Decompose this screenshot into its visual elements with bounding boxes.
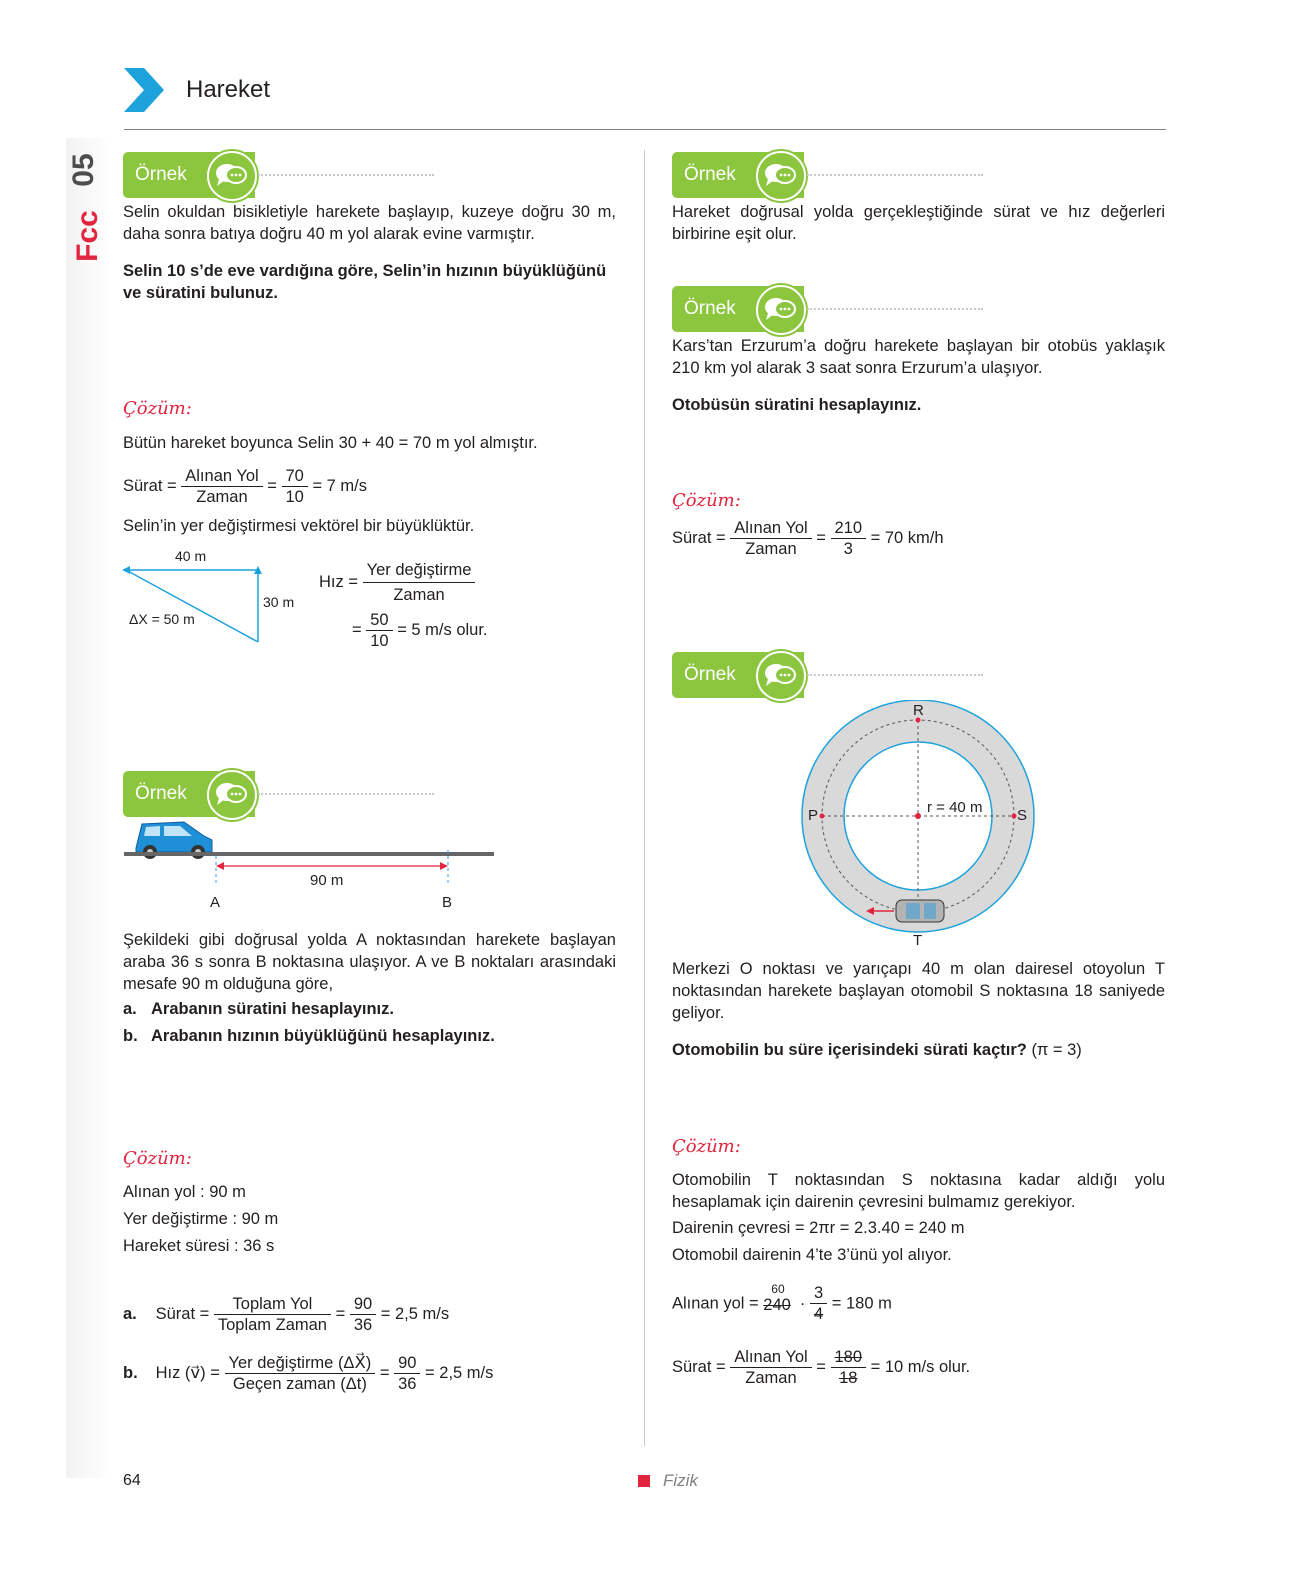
diagram-label-40m: 40 m xyxy=(175,548,207,564)
ex5-sol1: Otomobilin T noktasından S noktasına kadar aldığı yolu hesaplamak için dairenin çevresini bulmamız gerekiyor. xyxy=(672,1171,1165,1211)
ex1-velocity-result xyxy=(352,610,488,651)
item-marker: b. xyxy=(123,1027,138,1045)
ex3-text: Hareket doğrusal yolda gerçekleştiğinde sürat ve hız değerleri birbirine eşit olur. xyxy=(672,203,1165,243)
fraction xyxy=(810,1283,827,1324)
fraction xyxy=(831,1347,867,1388)
fraction-den: 3 xyxy=(843,540,853,558)
ex2-question-a xyxy=(123,998,394,1020)
item-text: Arabanın hızının büyüklüğünü hesaplayınız. xyxy=(151,1027,495,1045)
eq-result: = 2,5 m/s xyxy=(380,1304,450,1323)
badge-label: Örnek xyxy=(684,164,736,185)
ex5-text: Merkezi O noktası ve yarıçapı 40 m olan dairesel otoyolun T noktasından harekete başlayan otomobil S noktasına 18 saniyede geliyor. xyxy=(672,960,1165,1022)
cancelled-term xyxy=(763,1281,795,1324)
fraction xyxy=(730,1347,811,1388)
point-a-label: A xyxy=(210,894,221,911)
fraction-den: Zaman xyxy=(393,586,445,604)
footer-square-icon xyxy=(638,1475,650,1487)
item-marker: a. xyxy=(123,1304,137,1323)
fraction xyxy=(181,466,262,507)
brand-logo: Fcc xyxy=(71,210,104,262)
badge-label: Örnek xyxy=(684,298,736,319)
fraction-den: Zaman xyxy=(745,1369,797,1387)
speech-bubbles-icon xyxy=(756,651,806,701)
item-marker: a. xyxy=(123,1000,137,1018)
speech-bubbles-icon xyxy=(756,151,806,201)
solution-label: Çözüm: xyxy=(123,398,192,419)
badge-label: Örnek xyxy=(135,783,187,804)
point-r-label: R xyxy=(913,702,924,719)
solution-label: Çözüm: xyxy=(123,1148,192,1169)
eq-lhs: Sürat = xyxy=(123,476,177,495)
header-chevron-icon xyxy=(122,68,166,112)
fraction-num: Alınan Yol xyxy=(181,466,262,487)
eq-lhs: Sürat = xyxy=(672,1357,726,1376)
example-badge xyxy=(123,771,255,817)
small-number: 60 xyxy=(771,1281,785,1296)
fraction xyxy=(282,466,308,507)
fraction-den: Geçen zaman (Δt) xyxy=(232,1375,367,1393)
ex4-speed-equation xyxy=(672,518,944,559)
fraction-den: 36 xyxy=(398,1375,417,1393)
distance-label: 90 m xyxy=(310,872,344,889)
ex2-sol3: Hareket süresi : 36 s xyxy=(123,1237,275,1255)
eq-dot: · xyxy=(799,1294,806,1313)
fraction-num: 50 xyxy=(366,610,392,631)
fraction-num: Toplam Yol xyxy=(214,1294,331,1315)
fraction xyxy=(350,1294,376,1335)
page-title: Hareket xyxy=(186,76,271,103)
ex1-text: Selin okuldan bisikletiyle harekete başlayıp, kuzeye doğru 30 m, daha sonra batıya doğru 40 m yol alarak evine varmıştır. xyxy=(123,203,616,243)
ex1-solution-line1: Bütün hareket boyunca Selin 30 + 40 = 70 m yol almıştır. xyxy=(123,434,538,452)
header-rule xyxy=(124,129,1166,130)
fraction xyxy=(366,610,392,651)
ex1-velocity-equation xyxy=(319,558,475,607)
solution-label: Çözüm: xyxy=(672,490,741,511)
speech-bubbles-icon xyxy=(207,151,257,201)
radius-label: r = 40 m xyxy=(927,799,983,816)
badge-dots xyxy=(807,174,983,176)
eq-sign: = xyxy=(267,476,277,495)
fraction-den: 18 xyxy=(839,1369,858,1387)
ex5-question xyxy=(672,1039,1082,1061)
eq-result: = 7 m/s xyxy=(312,476,368,495)
footer-subject: Fizik xyxy=(663,1471,698,1490)
example-badge xyxy=(672,286,804,332)
eq-lhs: Sürat = xyxy=(672,528,726,547)
ex2-text: Şekildeki gibi doğrusal yolda A noktasından harekete başlayan araba 36 s sonra B noktasına ulaşıyor. A ve B noktaları arasındaki mesafe 90 m olduğuna göre, xyxy=(123,931,616,993)
fraction-den: 36 xyxy=(353,1316,373,1334)
ex5-sol3: Otomobil dairenin 4’te 3’ünü yol alıyor. xyxy=(672,1246,952,1264)
displacement-triangle-diagram xyxy=(118,560,268,650)
eq-lhs: Alınan yol = xyxy=(672,1294,759,1313)
fraction-num: 3 xyxy=(810,1283,827,1304)
eq-result: = 2,5 m/s xyxy=(425,1363,494,1382)
speech-bubbles-icon xyxy=(207,770,257,820)
fraction xyxy=(214,1294,331,1335)
eq-result: = 5 m/s olur. xyxy=(397,620,488,639)
page-number: 64 xyxy=(123,1472,141,1489)
fraction-num: 90 xyxy=(394,1353,420,1374)
fraction xyxy=(831,518,867,559)
eq-lhs: Hız (v⃗) = xyxy=(155,1363,220,1382)
fraction-num: 90 xyxy=(350,1294,376,1315)
eq-sign: = xyxy=(352,620,362,639)
fraction-den: Zaman xyxy=(745,540,797,558)
fraction-den: Toplam Zaman xyxy=(217,1316,327,1334)
speech-bubbles-icon xyxy=(756,285,806,335)
fraction-num: Yer değiştirme xyxy=(363,558,476,583)
ex1-solution-line2: Selin’in yer değiştirmesi vektörel bir büyüklüktür. xyxy=(123,517,475,535)
fraction-num: Yer değiştirme (ΔX⃗) xyxy=(225,1353,376,1374)
example-badge xyxy=(672,152,804,198)
badge-dots xyxy=(807,674,983,676)
fraction xyxy=(225,1353,376,1394)
badge-label: Örnek xyxy=(135,164,187,185)
eq-sign: = xyxy=(379,1363,390,1382)
point-s-label: S xyxy=(1017,807,1028,824)
eq-lhs: Hız = xyxy=(319,572,358,591)
fraction-num: Alınan Yol xyxy=(730,1347,811,1368)
item-marker: b. xyxy=(123,1363,138,1382)
eq-sign: = xyxy=(335,1304,346,1323)
fraction-den: 10 xyxy=(370,632,389,650)
point-t-label: T xyxy=(913,932,923,949)
ex1-question: Selin 10 s’de eve vardığına göre, Selin’in hızının büyüklüğünü ve süratini bulunuz. xyxy=(123,262,607,302)
point-b-label: B xyxy=(442,894,453,911)
ex1-speed-equation xyxy=(123,466,367,507)
sidebar-strip xyxy=(66,138,112,1478)
fraction-num: 180 xyxy=(831,1347,867,1368)
ex5-distance-equation xyxy=(672,1283,892,1324)
badge-label: Örnek xyxy=(684,664,736,685)
example-badge xyxy=(123,152,255,198)
ex5-speed-equation xyxy=(672,1347,970,1388)
ex2-velocity-equation xyxy=(123,1353,493,1394)
badge-dots xyxy=(258,174,434,176)
ex4-question: Otobüsün süratini hesaplayınız. xyxy=(672,396,922,414)
ex2-sol1: Alınan yol : 90 m xyxy=(123,1183,246,1201)
column-divider xyxy=(644,150,645,1446)
eq-sign: = xyxy=(816,528,826,547)
ex4-text: Kars’tan Erzurum’a doğru harekete başlayan bir otobüs yaklaşık 210 km yol alarak 3 saat sonra Erzurum’a ulaşıyor. xyxy=(672,337,1165,377)
fraction-num: 70 xyxy=(282,466,308,487)
question-text: Otomobilin bu süre içerisindeki sürati kaçtır? xyxy=(672,1041,1027,1059)
fraction-den: Zaman xyxy=(196,488,248,506)
eq-sign: = xyxy=(816,1357,826,1376)
ex2-question-b xyxy=(123,1025,495,1047)
fraction xyxy=(394,1353,420,1394)
fraction xyxy=(730,518,811,559)
solution-label: Çözüm: xyxy=(672,1136,741,1157)
eq-result: = 10 m/s olur. xyxy=(870,1357,971,1376)
circular-road-diagram xyxy=(798,700,1038,940)
eq-result: = 180 m xyxy=(831,1294,892,1313)
fraction xyxy=(363,558,476,607)
fraction-num: 210 xyxy=(831,518,867,539)
badge-dots xyxy=(807,308,983,310)
point-p-label: P xyxy=(808,807,819,824)
fraction-den: 4 xyxy=(813,1305,824,1323)
question-note: (π = 3) xyxy=(1031,1041,1082,1059)
eq-lhs: Sürat = xyxy=(155,1304,210,1323)
fraction-den: 10 xyxy=(285,488,304,506)
example-badge xyxy=(672,652,804,698)
item-text: Arabanın süratini hesaplayınız. xyxy=(151,1000,394,1018)
ex2-sol2: Yer değiştirme : 90 m xyxy=(123,1210,279,1228)
chapter-number: 05 xyxy=(67,153,100,187)
diagram-label-30m: 30 m xyxy=(263,594,295,610)
cancelled-number: 240 xyxy=(763,1295,791,1314)
fraction-num: Alınan Yol xyxy=(730,518,811,539)
eq-result: = 70 km/h xyxy=(870,528,944,547)
diagram-label-dx: ΔX = 50 m xyxy=(129,611,195,627)
badge-dots xyxy=(258,793,434,795)
ex5-sol2: Dairenin çevresi = 2πr = 2.3.40 = 240 m xyxy=(672,1219,965,1237)
ex2-speed-equation xyxy=(123,1294,449,1335)
